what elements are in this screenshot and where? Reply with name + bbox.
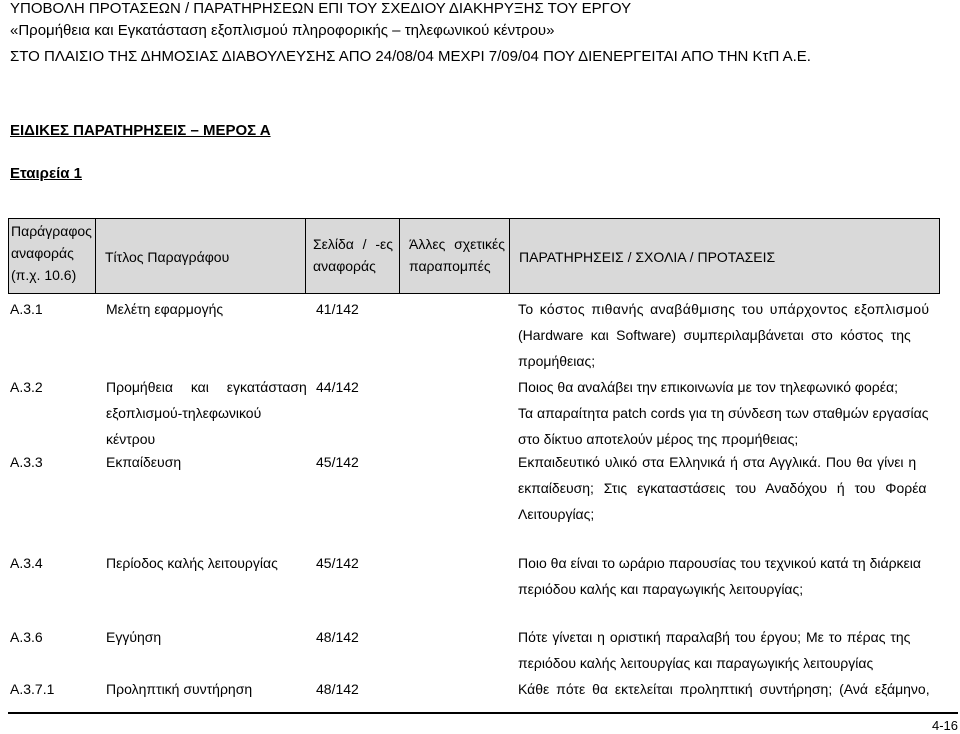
header-page-word: -ες <box>375 236 393 252</box>
header-line-3: ΣΤΟ ΠΛΑΙΣΙΟ ΤΗΣ ΔΗΜΟΣΙΑΣ ΔΙΑΒΟΥΛΕΥΣΗΣ ΑΠΟ 24/08/04 ΜΕΧΡΙ 7/09/04 ΠΟΥ ΔΙΕΝΕΡΓΕΙΤΑΙ ΑΠΟ ΤΗΝ ΚτΠ Α.Ε. <box>10 48 811 65</box>
row-paragraph: Α.3.1 <box>10 301 43 317</box>
header-line-2: «Προμήθεια και Εγκατάσταση εξοπλισμού πληροφορικής – τηλεφωνικού κέντρου» <box>10 22 555 39</box>
company-name: Εταιρεία 1 <box>10 165 82 182</box>
header-line-1: ΥΠΟΒΟΛΗ ΠΡΟΤΑΣΕΩΝ / ΠΑΡΑΤΗΡΗΣΕΩΝ ΕΠΙ ΤΟΥ ΣΧΕΔΙΟΥ ΔΙΑΚΗΡΥΞΗΣ ΤΟΥ ΕΡΓΟΥ <box>10 0 632 17</box>
footer-rule <box>8 712 958 714</box>
row-title <box>106 374 306 452</box>
row-paragraph: Α.3.4 <box>10 555 43 571</box>
row-comments <box>518 624 940 676</box>
header-page-word: Σελίδα <box>313 236 354 252</box>
header-page-word: αναφοράς <box>313 258 376 274</box>
row-title-line: Περίοδος καλής λειτουργίας <box>106 555 278 571</box>
row-title <box>106 550 306 576</box>
header-divider <box>509 219 510 293</box>
row-comment-line: Εκπαιδευτικό υλικό στα Ελληνικά ή στα Αγγλικά. Που θα γίνει η <box>518 454 917 470</box>
header-title: Τίτλος Παραγράφου <box>105 249 230 265</box>
row-title-line: εξοπλισμού-τηλεφωνικού <box>106 405 262 421</box>
header-paragraph-line: Παράγραφος <box>11 223 92 239</box>
row-comments <box>518 550 940 602</box>
page-number: 4-16 <box>931 718 958 733</box>
row-page: 45/142 <box>316 555 359 571</box>
row-page: 48/142 <box>316 629 359 645</box>
row-comment-line: περιόδου καλής λειτουργίας και παραγωγικής λειτουργίας <box>518 655 874 671</box>
row-comment-line: εκπαίδευση; Στις εγκαταστάσεις του Αναδόχου ή του Φορέα <box>518 480 927 496</box>
row-page: 45/142 <box>316 454 359 470</box>
header-refs-word: παραπομπές <box>409 258 491 274</box>
row-comment-line: Ποιο θα είναι το ωράριο παρουσίας του τεχνικού κατά τη διάρκεια <box>518 555 921 571</box>
header-page <box>313 233 393 277</box>
row-paragraph: Α.3.3 <box>10 454 43 470</box>
row-title-line: Μελέτη εφαρμογής <box>106 301 224 317</box>
row-comment-line: Το κόστος πιθανής αναβάθμισης του υπάρχοντος εξοπλισμού <box>518 301 930 317</box>
table-header <box>8 218 940 294</box>
header-refs <box>409 233 505 277</box>
row-page: 41/142 <box>316 301 359 317</box>
row-paragraph: Α.3.6 <box>10 629 43 645</box>
row-comment-line: προμήθειας; <box>518 353 596 369</box>
header-divider <box>399 219 400 293</box>
row-page: 44/142 <box>316 379 359 395</box>
row-comments <box>518 676 940 702</box>
header-page-word: / <box>362 236 367 252</box>
row-comment-line: Τα απαραίτητα patch cords για τη σύνδεση των σταθμών εργασίας <box>518 405 929 421</box>
header-comments: ΠΑΡΑΤΗΡΗΣΕΙΣ / ΣΧΟΛΙΑ / ΠΡΟΤΑΣΕΙΣ <box>519 249 776 265</box>
row-title-line: κέντρου <box>106 431 156 447</box>
row-comment-line: στο δίκτυο αποτελούν μέρος της προμήθειας; <box>518 431 799 447</box>
row-paragraph: Α.3.2 <box>10 379 43 395</box>
row-comment-line: Ποιος θα αναλάβει την επικοινωνία με τον τηλεφωνικό φορέα; <box>518 379 898 395</box>
row-comments <box>518 296 940 374</box>
row-comment-line: Κάθε πότε θα εκτελείται προληπτική συντήρηση; (Ανά εξάμηνο, <box>518 681 930 697</box>
row-comment-line: Λειτουργίας; <box>518 506 595 522</box>
row-comment-line: περιόδου καλής και παραγωγικής λειτουργίας; <box>518 581 804 597</box>
header-paragraph <box>11 220 99 286</box>
row-paragraph: Α.3.7.1 <box>10 681 55 697</box>
row-comment-line: Πότε γίνεται η οριστική παραλαβή του έργου; Με το πέρας της <box>518 629 911 645</box>
header-paragraph-line: (π.χ. 10.6) <box>11 267 77 283</box>
header-paragraph-line: αναφοράς <box>11 245 74 261</box>
row-title-line: Προληπτική συντήρηση <box>106 681 253 697</box>
row-title-line: Προμήθεια και εγκατάσταση <box>106 379 307 395</box>
row-title-line: Εγγύηση <box>106 629 162 645</box>
row-comments <box>518 374 940 452</box>
row-comment-line: (Hardware και Software) συμπεριλαμβάνεται στο κόστος της <box>518 327 911 343</box>
row-title <box>106 676 306 702</box>
row-title <box>106 624 306 650</box>
section-title: ΕΙΔΙΚΕΣ ΠΑΡΑΤΗΡΗΣΕΙΣ – ΜΕΡΟΣ Α <box>10 122 271 139</box>
header-divider <box>305 219 306 293</box>
row-title-line: Εκπαίδευση <box>106 454 182 470</box>
row-comments <box>518 449 940 527</box>
header-refs-word: σχετικές <box>454 236 505 252</box>
row-page: 48/142 <box>316 681 359 697</box>
header-refs-word: Άλλες <box>409 236 446 252</box>
row-title <box>106 296 306 322</box>
row-title <box>106 449 306 475</box>
